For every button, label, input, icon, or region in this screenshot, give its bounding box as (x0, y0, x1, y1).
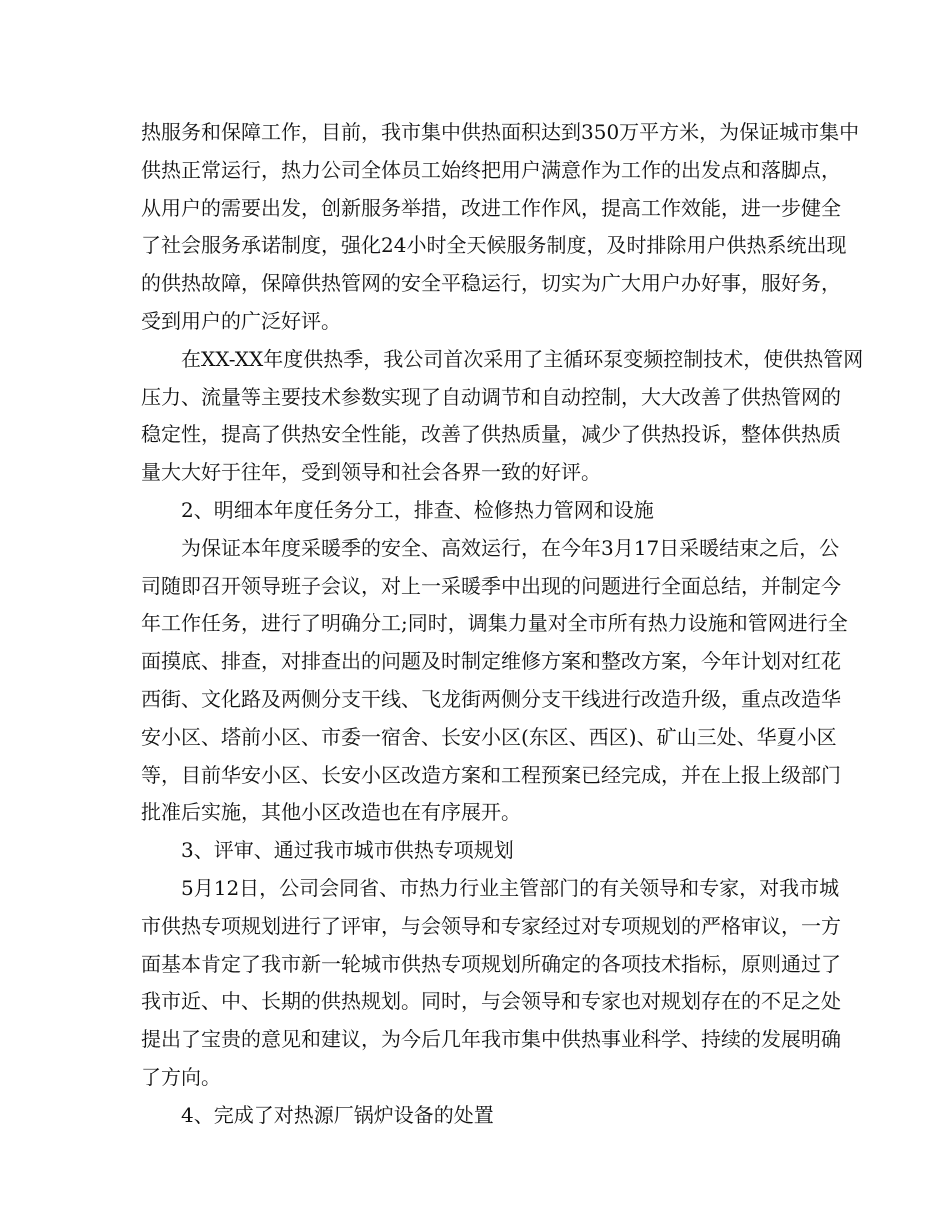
text-line: 年工作任务，进行了明确分工;同时，调集力量对全市所有热力设施和管网进行全 (141, 611, 848, 636)
text-line: 量大大好于往年，受到领导和社会各界一致的好评。 (141, 460, 601, 485)
text-line: 批准后实施，其他小区改造也在有序展开。 (141, 800, 521, 825)
text-line: 我市近、中、长期的供热规划。同时，与会领导和专家也对规划存在的不足之处 (141, 989, 841, 1014)
text-line: 在XX-XX年度供热季，我公司首次采用了主循环泵变频控制技术，使供热管网 (141, 346, 864, 371)
text-line: 5月12日，公司会同省、市热力行业主管部门的有关领导和专家，对我市城 (141, 875, 840, 900)
text-line: 了社会服务承诺制度，强化24小时全天候服务制度，及时排除用户供热系统出现 (141, 233, 847, 258)
text-line: 司随即召开领导班子会议，对上一采暖季中出现的问题进行全面总结，并制定今 (141, 573, 841, 598)
document-body (141, 114, 864, 1135)
text-line: 面摸底、排查，对排查出的问题及时制定维修方案和整改方案，今年计划对红花 (141, 649, 841, 674)
text-line: 提出了宝贵的意见和建议，为今后几年我市集中供热事业科学、持续的发展明确 (141, 1027, 841, 1052)
text-line: 市供热专项规划进行了评审，与会领导和专家经过对专项规划的严格审议，一方 (141, 913, 841, 938)
text-line: 的供热故障，保障供热管网的安全平稳运行，切实为广大用户办好事，服好务， (141, 271, 841, 296)
text-line: 从用户的需要出发，创新服务举措，改进工作作风，提高工作效能，进一步健全 (141, 195, 841, 220)
text-line: 供热正常运行，热力公司全体员工始终把用户满意作为工作的出发点和落脚点， (141, 157, 841, 182)
text-line: 稳定性，提高了供热安全性能，改善了供热质量，减少了供热投诉，整体供热质 (141, 422, 841, 447)
text-line: 西街、文化路及两侧分支干线、飞龙街两侧分支干线进行改造升级，重点改造华 (141, 686, 841, 711)
text-line: 热服务和保障工作，目前，我市集中供热面积达到350万平方米，为保证城市集中 (141, 120, 860, 144)
text-line: 压力、流量等主要技术参数实现了自动调节和自动控制，大大改善了供热管网的 (141, 384, 841, 409)
section-heading: 3、评审、通过我市城市供热专项规划 (141, 838, 514, 863)
text-line: 受到用户的广泛好评。 (141, 308, 341, 333)
text-line: 安小区、塔前小区、市委一宿舍、长安小区(东区、西区)、矿山三处、华夏小区 (141, 724, 837, 749)
section-heading: 2、明细本年度任务分工，排查、检修热力管网和设施 (141, 497, 654, 522)
text-line: 等，目前华安小区、长安小区改造方案和工程预案已经完成，并在上报上级部门 (141, 762, 841, 787)
text-line: 面基本肯定了我市新一轮城市供热专项规划所确定的各项技术指标，原则通过了 (141, 951, 841, 976)
section-heading: 4、完成了对热源厂锅炉设备的处置 (141, 1102, 494, 1127)
text-line: 了方向。 (141, 1064, 221, 1089)
text-line: 为保证本年度采暖季的安全、高效运行，在今年3月17日采暖结束之后，公 (141, 535, 840, 560)
